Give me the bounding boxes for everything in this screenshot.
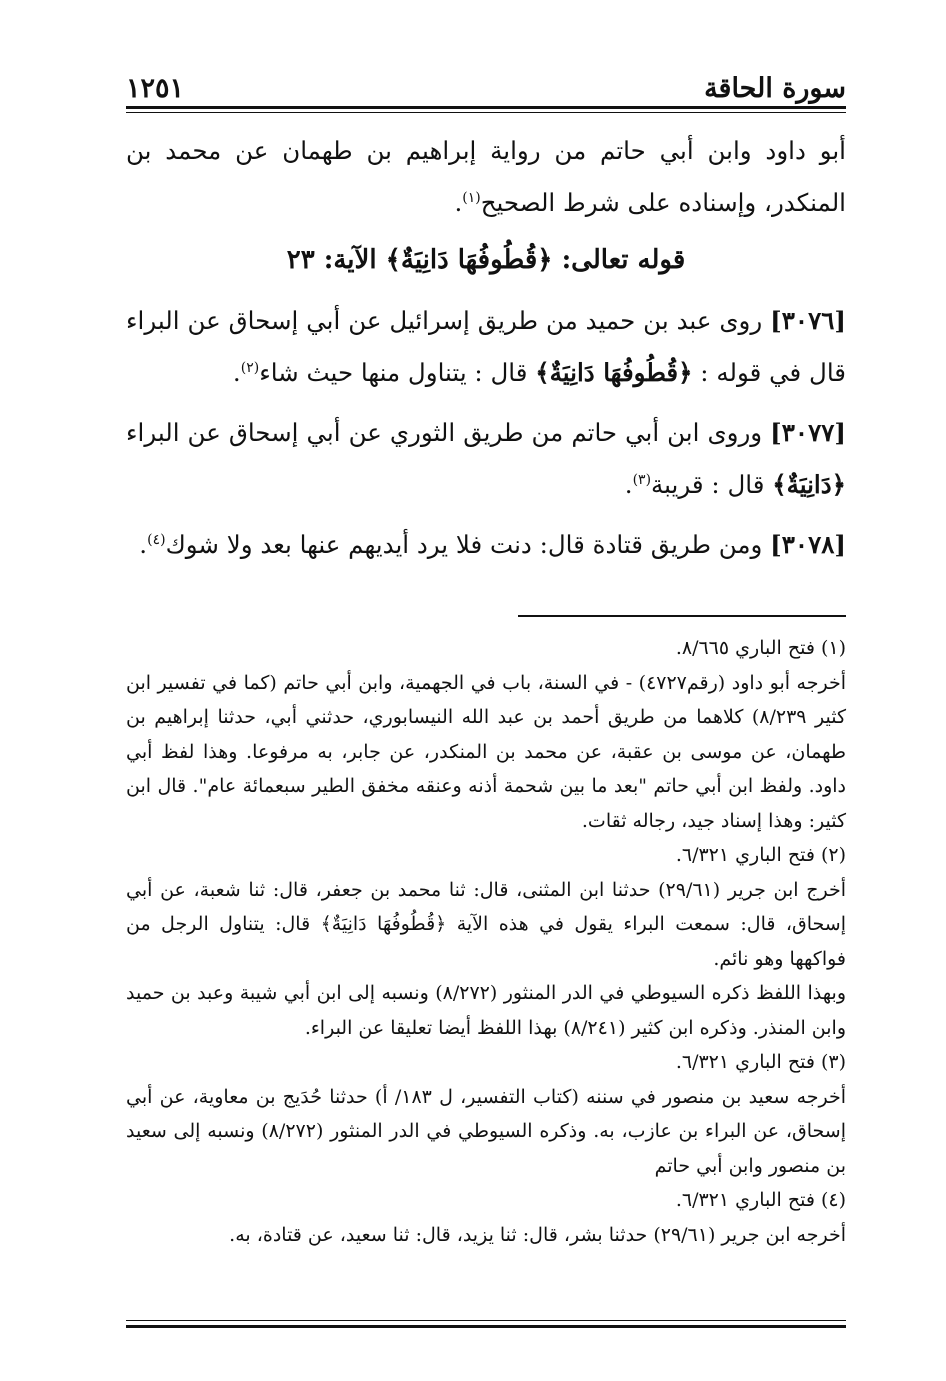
header-rule — [126, 112, 846, 113]
narration-number: [٣٠٧٧] — [770, 418, 846, 447]
narration-end: . — [624, 470, 633, 499]
narration-text: قال : قريبة — [651, 470, 765, 499]
bottom-rule-thin — [126, 1320, 846, 1321]
narration-number: [٣٠٧٨] — [770, 530, 846, 559]
footnote-2-body-extra: وبهذا اللفظ ذكره السيوطي في الدر المنثور (٨/٢٧٢) ونسبه إلى ابن أبي شيبة وعبد بن حميد وابن المنذر. وذكره ابن كثير (٨/٢٤١) بهذا اللفظ أيضا تعليقا عن البراء. — [126, 982, 846, 1039]
footnote-ref-1[interactable]: (١) — [462, 189, 481, 206]
page-number: ١٢٥١ — [126, 73, 185, 104]
footnote-ref-4[interactable]: (٤) — [147, 531, 166, 548]
narration-3078 — [126, 519, 846, 571]
footnote-3-body: أخرجه سعيد بن منصور في سننه (كتاب التفسير، ل ١٨٣/ أ) حدثنا حُدَيج بن معاوية، عن أبي إسحاق، عن البراء بن عازب، به. وذكره السيوطي في الدر المنثور (٨/٢٧٢) ونسبه إلى سعيد بن منصور وابن أبي حاتم — [126, 1085, 847, 1177]
intro-paragraph — [126, 125, 846, 229]
footnote-2-body: أخرج ابن جرير (٢٩/٦١) حدثنا ابن المثنى، قال: ثنا محمد بن جعفر، قال: ثنا شعبة، عن أبي إسحاق، قال: سمعت البراء يقول في هذه الآية ﴿قُطُوفُهَا دَانِيَةٌ﴾ قال: يتناول الرجل من فواكهها وهو نائم. — [126, 878, 846, 970]
narration-verse: ﴿دَانِيَةٌ﴾ — [772, 470, 846, 499]
bottom-rule-thick — [126, 1325, 846, 1328]
narration-3076 — [126, 295, 846, 399]
footnote-ref-2[interactable]: (٢) — [240, 359, 260, 376]
footnote-2-source: (٢) فتح الباري ٦/٣٢١. — [675, 844, 846, 866]
footnotes — [126, 631, 846, 1252]
narration-number: [٣٠٧٦] — [770, 306, 846, 335]
heading-prefix: قوله تعالى: — [561, 245, 686, 275]
footnote-4-body: أخرجه ابن جرير (٢٩/٦١) حدثنا بشر، قال: ثنا يزيد، قال: ثنا سعيد، عن قتادة، به. — [229, 1223, 846, 1246]
narration-text: قال : يتناول منها حيث شاء — [259, 358, 528, 387]
intro-line-2: وإسناده على شرط الصحيح — [480, 188, 757, 217]
footnote-ref-3[interactable]: (٣) — [632, 471, 652, 488]
footnote-3-source: (٣) فتح الباري ٦/٣٢١. — [675, 1051, 846, 1073]
narration-verse: ﴿قُطُوفُهَا دَانِيَةٌ﴾ — [535, 358, 693, 387]
main-text — [126, 125, 846, 571]
verse-heading — [126, 233, 846, 287]
footnote-1-body: أخرجه أبو داود (رقم٤٧٢٧) - في السنة، باب في الجهمية، وابن أبي حاتم (كما في تفسير ابن كثير ٨/٢٣٩) كلاهما من طريق أحمد بن عبد الله النيسابوري، حدثني أبي، حدثنا إبراهيم بن طهمان، عن موسى بن عقبة، عن محمد بن المنكدر، عن جابر، به مرفوعا. وهذا لفظ أبي داود. ولفظ ابن أبي حاتم "بعد ما بين شحمة أذنه وعنقه مخفق الطير سبعمائة عام". قال ابن كثير: وهذا إسناد جيد، رجاله ثقات. — [126, 671, 846, 832]
footnote-4-source: (٤) فتح الباري ٦/٣٢١. — [675, 1189, 846, 1211]
narration-end: . — [232, 358, 241, 387]
intro-end: . — [454, 188, 463, 217]
surah-name: سورة الحاقة — [704, 73, 846, 104]
intro-line-1: أبو داود وابن أبي حاتم من رواية إبراهيم بن طهمان عن محمد بن المنكدر، — [126, 136, 846, 217]
narration-text: روى عبد بن حميد من طريق إسرائيل عن أبي إسحاق عن البراء قال في قوله : — [126, 306, 846, 387]
narration-end: . — [139, 530, 148, 559]
footnote-1-source: (١) فتح الباري ٨/٦٦٥. — [675, 637, 846, 659]
page — [126, 60, 846, 1252]
narration-text: ومن طريق قتادة قال: دنت فلا يرد أيديهم عنها بعد ولا شوك — [165, 530, 763, 559]
narration-3077 — [126, 407, 846, 511]
footnote-separator — [518, 615, 846, 617]
page-header — [126, 60, 846, 109]
heading-verse: ﴿قُطُوفُهَا دَانِيَةٌ﴾ — [385, 245, 553, 275]
narration-text: وروى ابن أبي حاتم من طريق الثوري عن أبي إسحاق عن البراء — [126, 418, 763, 447]
heading-suffix: الآية: ٢٣ — [286, 245, 377, 275]
